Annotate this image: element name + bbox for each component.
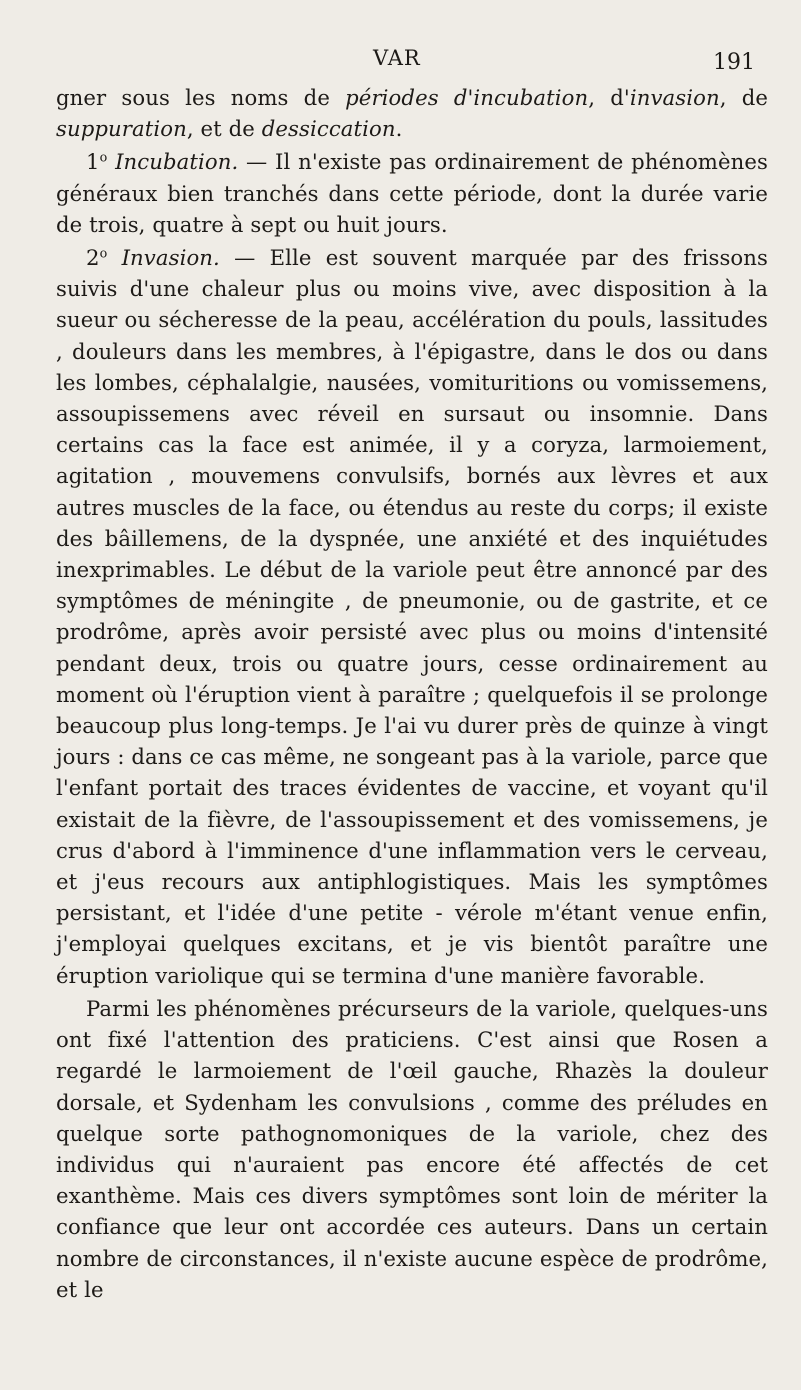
- text-run: , d': [588, 85, 630, 110]
- term-suppuration: suppuration: [56, 116, 187, 142]
- running-head: [0, 46, 801, 80]
- text-run: gner sous les noms de: [56, 85, 346, 110]
- paragraph-text: Parmi les phénomènes précurseurs de la variole, quelques-uns ont fixé l'attention des praticiens. C'est ainsi que Rosen a regardé le larmoiement de l'œil gauche, Rhazès la douleur dorsale, et Sydenham les convulsions , comme des préludes en quelque sorte pathognomoniques de la variole, chez des individus qui n'auraient pas encore été affectés de cet exanthème. Mais ces divers symptômes sont loin de mériter la confiance que leur ont accordée ces auteurs. Dans un certain nombre de circonstances, il n'existe aucune espèce de prodrôme, et le: [56, 995, 768, 1302]
- paragraph-continuation: [56, 82, 768, 144]
- ordinal-mark: o: [99, 149, 108, 165]
- paragraph-invasion: [56, 242, 768, 991]
- page-number: 191: [713, 50, 755, 75]
- section-number: 2: [86, 245, 100, 271]
- section-number: 1: [86, 149, 100, 175]
- paragraph-text: — Elle est souvent marquée par des frissons suivis d'une chaleur plus ou moins vive, avec disposition à la sueur ou sécheresse de la peau, accélération du pouls, lassitudes , douleurs dans les membres, à l'épigastre, dans le dos ou dans les lombes, céphalalgie, nausées, vomituritions ou vomissemens, assoupissemens avec réveil en sursaut ou insomnie. Dans certains cas la face est animée, il y a coryza, larmoiement, agitation , mouvemens convulsifs, bornés aux lèvres et aux autres muscles de la face, ou étendus au reste du corps; il existe des bâillemens, de la dyspnée, une anxiété et des inquiétudes inexprimables. Le début de la variole peut être annoncé par des symptômes de méningite , de pneumonie, ou de gastrite, et ce prodrôme, après avoir persisté avec plus ou moins d'intensité pendant deux, trois ou quatre jours, cesse ordinairement au moment où l'éruption vient à paraître ; quelquefois il se prolonge beaucoup plus long-temps. Je l'ai vu durer près de quinze à vingt jours : dans ce cas même, ne songeant pas à la variole, parce que l'enfant portait des traces évidentes de vaccine, et voyant qu'il existait de la fièvre, de l'assoupissement et des vomissemens, je crus d'abord à l'imminence d'une inflammation vers le cerveau, et j'eus recours aux antiphlogistiques. Mais les symptômes persistant, et l'idée d'une petite - vérole m'étant venue enfin, j'employai quelques excitans, et je vis bientôt paraître une éruption variolique qui se termina d'une manière favorable.: [56, 245, 768, 988]
- term-invasion: invasion: [629, 85, 720, 110]
- text-run: , et de: [186, 116, 262, 142]
- paragraph-precursors: [56, 993, 768, 1305]
- paragraph-incubation: [56, 146, 768, 240]
- text-run: , de: [719, 85, 768, 110]
- ordinal-mark: o: [99, 245, 108, 261]
- term-dessiccation: dessiccation: [261, 116, 396, 142]
- term-incubation: périodes d'incubation: [345, 85, 589, 110]
- paragraph-text: — Il n'existe pas ordinairement de phénomènes généraux bien tranchés dans cette période, dont la durée varie de trois, quatre à sept ou huit jours.: [56, 149, 768, 237]
- running-title: VAR: [373, 46, 421, 70]
- section-title: Invasion.: [121, 245, 220, 271]
- text-run: .: [395, 116, 403, 142]
- section-title: Incubation.: [115, 149, 239, 175]
- body-text: [56, 82, 768, 1305]
